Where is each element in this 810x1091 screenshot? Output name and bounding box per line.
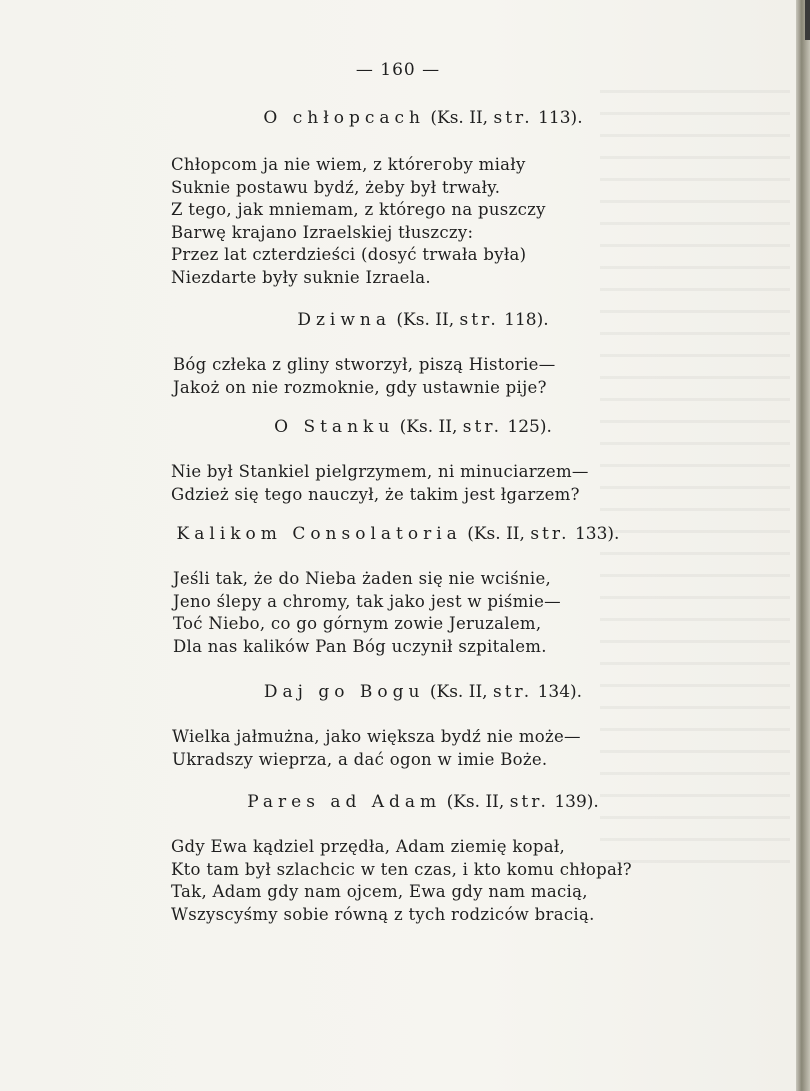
poem-lines xyxy=(0,726,796,771)
poem-title-ref: (Ks. II, xyxy=(446,792,505,812)
poem-title-ref: (Ks. II, xyxy=(399,417,458,437)
poem-line: Tak, Adam gdy nam ojcem, Ewa gdy nam macią, xyxy=(171,882,588,901)
poem-title-main: Dziwna xyxy=(297,310,392,330)
scan-corner-shadow xyxy=(805,0,810,40)
poem-title-str: str. xyxy=(493,108,533,128)
poem-title-ref: (Ks. II, xyxy=(396,310,455,330)
poem-lines xyxy=(0,461,796,506)
poem-title-num: 139). xyxy=(554,792,599,812)
poem-lines xyxy=(0,354,796,399)
poem-line: Nie był Stankiel pielgrzymem, ni minuciarzem— xyxy=(171,462,589,481)
poem-line: Jakoż on nie rozmoknie, gdy ustawnie pije? xyxy=(173,377,547,397)
poem-line: Jeno ślepy a chromy, tak jako jest w piśmie— xyxy=(173,591,561,611)
poem-line: Gdy Ewa kądziel przędła, Adam ziemię kopał, xyxy=(171,837,566,856)
poem-line: Bóg człeka z gliny stworzył, piszą Historie— xyxy=(173,355,556,374)
poem-kalikom-consolatoria xyxy=(0,524,796,658)
poem-line: Wszyscyśmy sobie równą z tych rodziców bracią. xyxy=(171,904,595,924)
poem-title-ref: (Ks. II, xyxy=(429,682,488,702)
poem-title-ref: (Ks. II, xyxy=(430,108,489,128)
poem-line: Ukradszy wieprza, a dać ogon w imie Boże. xyxy=(172,749,548,769)
poem-daj-go-bogu xyxy=(0,682,796,771)
poem-title xyxy=(0,524,796,544)
poem-title-str: str. xyxy=(530,524,570,544)
poem-pares-ad-adam xyxy=(0,792,796,926)
poem-line: Dla nas kalików Pan Bóg uczynił szpitalem. xyxy=(173,636,547,656)
book-spine-edge xyxy=(796,0,810,1091)
poem-title xyxy=(0,310,796,330)
poem-dziwna xyxy=(0,310,796,399)
poem-title-ref: (Ks. II, xyxy=(467,524,525,544)
poem-title-str: str. xyxy=(462,417,502,437)
poem-line: Toć Niebo, co go górnym zowie Jeruzalem, xyxy=(173,614,542,633)
poem-title-num: 133). xyxy=(574,524,620,544)
poem-line: Kto tam był szlachcic w ten czas, i kto komu chłopał? xyxy=(171,859,632,879)
poem-line: Suknie postawu bydź, żeby był trwały. xyxy=(171,177,501,197)
poem-o-chlopcach xyxy=(0,108,796,289)
poem-line: Przez lat czterdzieści (dosyć trwała była) xyxy=(171,245,527,264)
poem-title-str: str. xyxy=(459,310,499,330)
poem-title-main: Daj go Bogu xyxy=(263,682,425,702)
poem-title-main: O chłopcach xyxy=(263,108,425,128)
poem-lines xyxy=(0,154,796,289)
poem-title-str: str. xyxy=(509,792,549,812)
poem-title-str: str. xyxy=(492,682,533,702)
poem-title xyxy=(0,792,796,812)
poem-lines xyxy=(0,568,796,658)
poem-lines xyxy=(0,836,796,926)
poem-title-num: 125). xyxy=(507,417,552,437)
poem-title-main: Pares ad Adam xyxy=(247,792,442,812)
page-number: — 160 — xyxy=(355,60,441,80)
poem-line: Wielka jałmużna, jako większa bydź nie może— xyxy=(172,727,581,746)
poem-line: Chłopcom ja nie wiem, z którегоby miały xyxy=(171,155,526,174)
poem-title-num: 118). xyxy=(504,310,549,330)
poem-title-num: 134). xyxy=(537,682,583,702)
poem-title-main: O Stanku xyxy=(274,417,395,437)
poem-title-main: Kalikom Consolatoria xyxy=(176,524,462,544)
poem-line: Jeśli tak, że do Nieba żaden się nie wciśnie, xyxy=(173,569,552,588)
poem-line: Barwę krajano Izraelskiej tłuszczy: xyxy=(171,222,474,242)
poem-line: Niezdarte były suknie Izraela. xyxy=(171,267,431,287)
poem-title-num: 113). xyxy=(538,108,583,128)
poem-o-stanku xyxy=(0,417,796,506)
poem-title xyxy=(0,417,796,437)
poem-title xyxy=(0,682,796,702)
poem-title xyxy=(0,108,796,128)
poem-line: Z tego, jak mniemam, z którego na puszczy xyxy=(171,200,546,219)
poem-line: Gdzież się tego nauczył, że takim jest łgarzem? xyxy=(171,484,580,504)
